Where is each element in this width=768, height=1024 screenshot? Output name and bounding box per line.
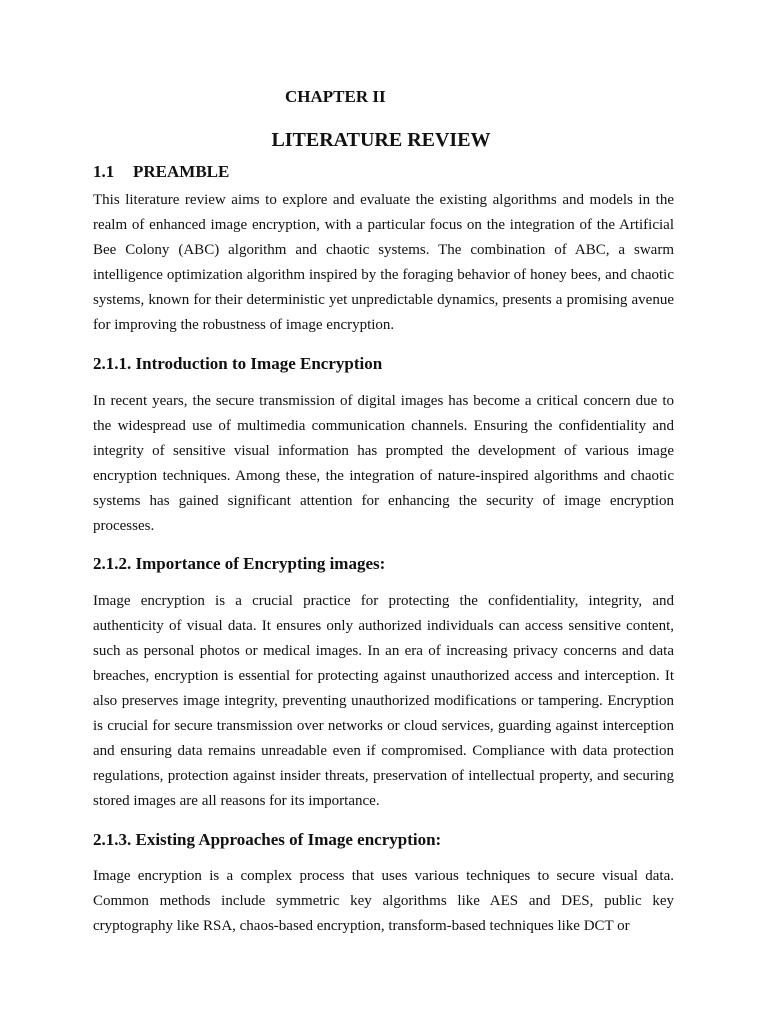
- preamble-heading: [93, 162, 229, 182]
- chapter-title: LITERATURE REVIEW: [271, 129, 491, 151]
- preamble-number: 1.1: [93, 162, 115, 181]
- section-heading-approaches: 2.1.3. Existing Approaches of Image encryption:: [93, 830, 442, 849]
- section-heading-importance: 2.1.2. Importance of Encrypting images:: [93, 554, 386, 573]
- preamble-paragraph: This literature review aims to explore and evaluate the existing algorithms and models in the realm of enhanced image encryption, with a particular focus on the integration of the Artificial Bee Colony (ABC) algorithm and chaotic systems. The combination of ABC, a swarm intelligence optimization algorithm inspired by the foraging behavior of honey bees, and chaotic systems, known for their deterministic yet unpredictable dynamics, presents a promising avenue for improving the robustness of image encryption.: [93, 192, 674, 333]
- section-paragraph-approaches: Image encryption is a complex process that uses various techniques to secure visual data. Common methods include symmetric key algorithms like AES and DES, public key cryptography like RSA, chaos-based encryption, transform-based techniques like DCT or: [93, 868, 674, 934]
- preamble-title: PREAMBLE: [133, 162, 230, 181]
- section-paragraph-importance: Image encryption is a crucial practice for protecting the confidentiality, integrity, and authenticity of visual data. It ensures only authorized individuals can access sensitive content, such as personal photos or medical images. In an era of increasing privacy concerns and data breaches, encryption is essential for protecting against unauthorized access and interception. It also preserves image integrity, preventing unauthorized modifications or tampering. Encryption is crucial for secure transmission over networks or cloud services, guarding against interception and ensuring data remains unreadable even if compromised. Compliance with data protection regulations, protection against insider threats, preservation of intellectual property, and securing stored images are all reasons for its importance.: [93, 593, 674, 809]
- section-paragraph-intro: In recent years, the secure transmission of digital images has become a critical concern due to the widespread use of multimedia communication channels. Ensuring the confidentiality and integrity of sensitive visual information has prompted the development of various image encryption techniques. Among these, the integration of nature-inspired algorithms and chaotic systems has gained significant attention for enhancing the security of image encryption processes.: [93, 393, 674, 534]
- section-heading-intro: 2.1.1. Introduction to Image Encryption: [93, 354, 383, 373]
- chapter-label: CHAPTER II: [285, 87, 386, 106]
